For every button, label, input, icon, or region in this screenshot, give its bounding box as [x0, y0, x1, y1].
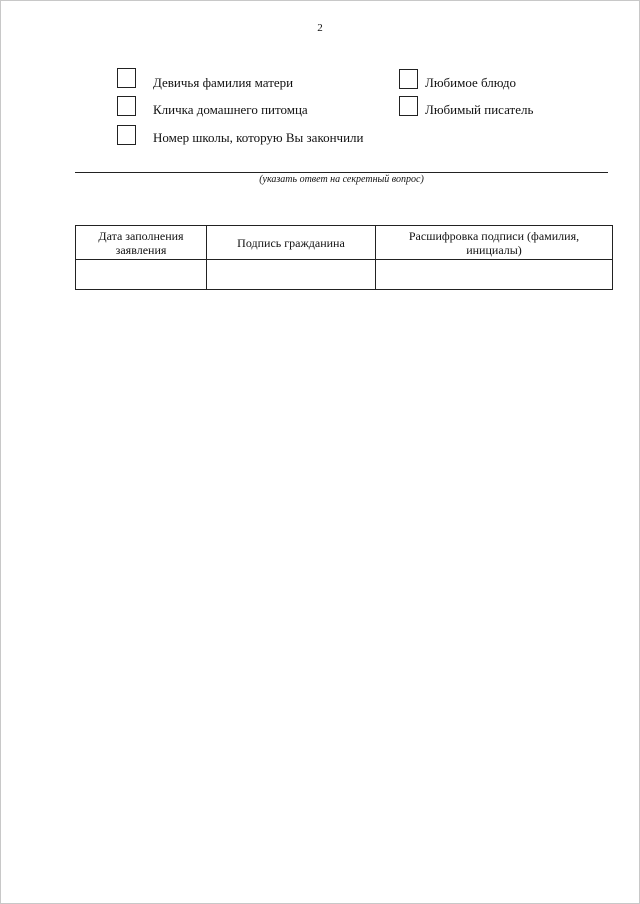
option-checkbox-mother-maiden-name[interactable]: [117, 68, 136, 88]
header-citizen-signature: Подпись гражданина: [207, 226, 376, 260]
table-row: [76, 260, 613, 290]
signature-table: [75, 225, 613, 290]
option-label-school-number: Номер школы, которую Вы закончили: [153, 130, 364, 145]
option-label-favorite-dish: Любимое блюдо: [425, 75, 516, 90]
header-fill-date: Дата заполнения заявления: [76, 226, 207, 260]
option-checkbox-favorite-writer[interactable]: [399, 96, 418, 116]
secret-answer-hint: (указать ответ на секретный вопрос): [259, 174, 424, 185]
option-label-favorite-writer: Любимый писатель: [425, 102, 534, 117]
cell-fill-date[interactable]: [76, 260, 207, 290]
page-number: 2: [317, 22, 323, 34]
cell-signature-decoding[interactable]: [376, 260, 613, 290]
option-label-mother-maiden-name: Девичья фамилия матери: [153, 75, 294, 90]
cell-citizen-signature[interactable]: [207, 260, 376, 290]
option-checkbox-pet-name[interactable]: [117, 96, 136, 116]
option-checkbox-favorite-dish[interactable]: [399, 69, 418, 89]
option-label-pet-name: Кличка домашнего питомца: [153, 102, 308, 117]
signature-table-header-row: [76, 226, 613, 260]
secret-answer-line[interactable]: [75, 172, 608, 173]
option-checkbox-school-number[interactable]: [117, 125, 136, 145]
header-signature-decoding: Расшифровка подписи (фамилия, инициалы): [376, 226, 613, 260]
